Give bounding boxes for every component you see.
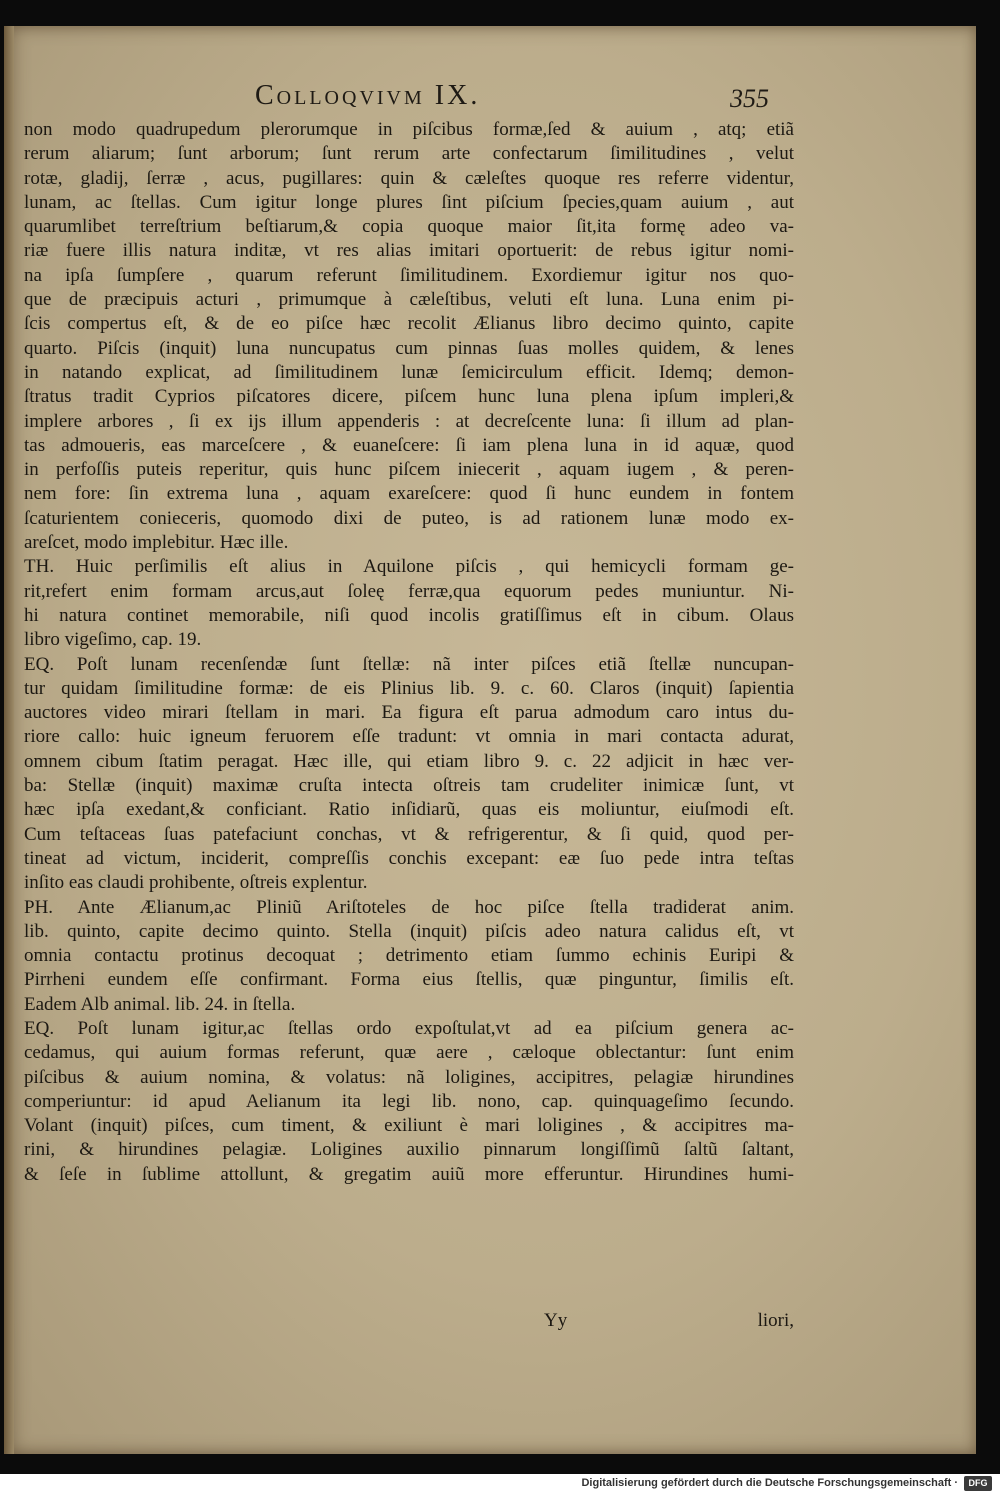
speaker-paragraph-start: TH. Huic perſimilis eſt alius in Aquilone piſcis , qui hemicycli formam ge- bbox=[24, 556, 794, 578]
text-line: quarumlibet terreſtrium beſtiarum,& copia quoque maior ſit,ita formę adeo va- bbox=[24, 216, 794, 238]
body-text bbox=[24, 118, 794, 1187]
text-line: inſito eas claudi prohibente, oſtreis explentur. bbox=[24, 872, 368, 894]
text-line: tur quidam ſimilitudine formæ: de eis Plinius lib. 9. c. 60. Claros (inquit) ſapientia bbox=[24, 677, 794, 699]
text-line: in natando explicat, ad ſimilitudinem lunæ ſemicirculum efficit. Idemq; demon- bbox=[24, 361, 794, 383]
text-line: non modo quadrupedum plerorumque in piſcibus formæ,ſed & auium , atq; etiã bbox=[24, 119, 794, 140]
text-line: lib. quinto, capite decimo quinto. Stella (inquit) piſcis adeo natura calidus eſt, vt bbox=[24, 920, 794, 942]
text-line: Volant (inquit) piſces, cum timent, & exiliunt è mari loligines , & accipitres ma- bbox=[24, 1115, 794, 1137]
text-line: hæc ipſa exedant,& conficiant. Ratio inſidiarũ, quas eis moliuntur, eiuſmodi eſt. bbox=[24, 799, 794, 821]
text-line: Eadem Alb animal. lib. 24. in ſtella. bbox=[24, 993, 296, 1015]
digitization-footer bbox=[0, 1474, 1000, 1494]
text-line: implere arbores , ſi ex ijs illum appenderis : at decreſcente luna: ſi illum ad plan- bbox=[24, 410, 794, 432]
text-line: rotæ, gladij, ſerræ , acus, pugillares: quin & cæleſtes quoque res referre videntur, bbox=[24, 167, 794, 189]
text-line: Pirrheni eundem eſſe confirmant. Forma eius ſtellis, quæ pinguntur, ſimilis eſt. bbox=[24, 969, 794, 991]
text-line: libro vigeſimo, cap. 19. bbox=[24, 629, 202, 651]
text-line: Cum teſtaceas ſuas patefaciunt conchas, vt & refrigerentur, & ſi quid, quod per- bbox=[24, 823, 794, 845]
text-line: quarto. Piſcis (inquit) luna nuncupatus cum pinnas ſuas molles quidem, & lenes bbox=[24, 337, 794, 359]
page-number: 355 bbox=[730, 84, 769, 113]
catchword: liori, bbox=[757, 1310, 794, 1331]
page-binding-edge bbox=[4, 26, 14, 1454]
text-line: auctores video mirari ſtellam in mari. Ea figura eſt parua admodum caro intus du- bbox=[24, 702, 794, 724]
text-line: piſcibus & auium nomina, & volatus: nã loligines, accipitres, pelagiæ hirundines bbox=[24, 1066, 794, 1088]
text-line: omnem cibum ſtatim peragat. Hæc ille, qui etiam libro 9. c. 22 adjicit in hæc ver- bbox=[24, 750, 794, 772]
text-line: ba: Stellæ (inquit) maximæ cruſta intecta oſtreis tam crudeliter inimicæ ſunt, vt bbox=[24, 775, 794, 797]
text-line: hi natura continet memorabile, niſi quod incolis gratiſſimus eſt in cibum. Olaus bbox=[24, 604, 794, 626]
text-line: na ipſa ſumpſere , quarum referunt ſimilitudinem. Exordiemur igitur nos quo- bbox=[24, 264, 794, 286]
text-line: cedamus, qui auium formas referunt, quæ aere , cæloque oblectantur: ſunt enim bbox=[24, 1042, 794, 1064]
text-line: comperiuntur: id apud Aelianum ita legi lib. nono, cap. quinquageſimo ſecundo. bbox=[24, 1090, 794, 1112]
text-line: rerum aliarum; ſunt arborum; ſunt rerum arte confectarum ſimilitudines , velut bbox=[24, 143, 794, 165]
text-line: nem fore: ſin extrema luna , aquam exareſcere: quod ſi hunc eundem in fontem bbox=[24, 483, 794, 505]
speaker-paragraph-start: EQ. Poſt lunam recenſendæ ſunt ſtellæ: nã inter piſces etiã ſtellæ nuncupan- bbox=[24, 653, 794, 675]
text-line: & ſeſe in ſublime attollunt, & gregatim auiũ more efferuntur. Hirundines humi- bbox=[24, 1163, 794, 1185]
dfg-logo-icon: DFG bbox=[964, 1476, 992, 1491]
speaker-paragraph-start: EQ. Poſt lunam igitur,ac ſtellas ordo expoſtulat,vt ad ea piſcium genera ac- bbox=[24, 1017, 794, 1039]
text-line: ſcaturientem conieceris, quomodo dixi de puteo, is ad rationem lunæ modo ex- bbox=[24, 507, 794, 529]
text-line: areſcet, modo implebitur. Hæc ille. bbox=[24, 532, 289, 554]
catchword-row bbox=[24, 1310, 794, 1336]
text-line: omnia contactu protinus decoquat ; detrimento etiam ſummo echinis Euripi & bbox=[24, 945, 794, 967]
signature-mark: Yy bbox=[544, 1310, 568, 1331]
text-line: rini, & hirundines pelagiæ. Loligines auxilio pinnarum longiſſimũ ſaltũ ſaltant, bbox=[24, 1139, 794, 1161]
text-line: ſtratus tradit Cyprios piſcatores dicere, piſcem hunc luna plena ipſum impleri,& bbox=[24, 386, 794, 408]
text-line: lunam, ac ſtellas. Cum igitur longe plures ſint piſcium ſpecies,quam auium , aut bbox=[24, 191, 794, 213]
text-line: riore callo: huic igneum feruorem eſſe tradunt: vt omnia in mari contacta adurat, bbox=[24, 726, 794, 748]
speaker-paragraph-start: PH. Ante Ælianum,ac Pliniũ Ariſtoteles de hoc piſce ſtella tradiderat anim. bbox=[24, 896, 794, 918]
funding-credit: Digitalisierung gefördert durch die Deutsche Forschungsgemeinschaft · bbox=[581, 1477, 958, 1489]
text-line: rit,refert enim formam arcus,aut ſoleę ferræ,qua equorum pedes muniuntur. Ni- bbox=[24, 580, 794, 602]
text-line: tineat ad victum, inciderit, compreſſis conchis excepant: eæ ſuo pede intra teſtas bbox=[24, 847, 794, 869]
text-line: in perfoſſis puteis reperitur, quis hunc piſcem iniecerit , aquam iugem , & peren- bbox=[24, 459, 794, 481]
text-line: tas admoueris, eas marceſcere , & euaneſcere: ſi iam plena luna in id aquæ, quod bbox=[24, 434, 794, 456]
text-line: que de præcipuis acturi , primumque à cæleſtibus, veluti eſt luna. Luna enim pi- bbox=[24, 289, 794, 311]
text-line: riæ fuere illis natura inditæ, vt res alias imitari oportuerit: de rebus igitur nomi- bbox=[24, 240, 794, 262]
running-head: Colloqvivm IX. bbox=[255, 80, 481, 111]
text-line: ſcis compertus eſt, & de eo piſce hæc recolit Ælianus libro decimo quinto, capite bbox=[24, 313, 794, 335]
